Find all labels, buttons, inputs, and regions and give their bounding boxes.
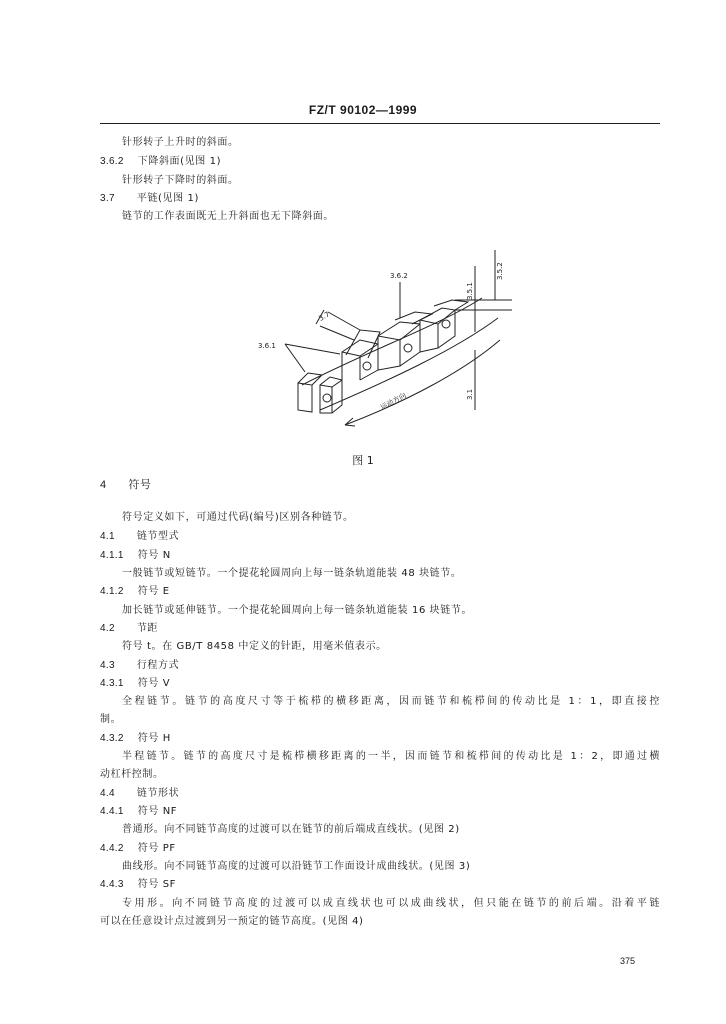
section-4-4-3: 4.4.3 符号 SF (100, 879, 177, 890)
running-header: FZ/T 90102—1999 (308, 103, 418, 117)
figure-1-chain-link-diagram (250, 240, 520, 440)
section-4-heading: 4 符号 (100, 478, 152, 491)
line-4-3-2-desc-cont: 动杠杆控制。 (100, 769, 164, 780)
label-3-6-1: 3.6.1 (258, 342, 276, 350)
line-4-4-3-desc-cont: 可以在任意设计点过渡到另一预定的链节高度。(见图 4) (100, 916, 364, 927)
line-4-desc: 符号定义如下，可通过代码(编号)区别各种链节。 (122, 512, 354, 523)
section-3-7: 3.7 平链(见图 1) (100, 193, 199, 204)
line-4-3-1-desc: 全程链节。链节的高度尺寸等于梳栉的横移距离，因而链节和梳栉间的传动比是 1：1，即直接控 (122, 696, 660, 707)
section-4-3-2: 4.3.2 符号 H (100, 733, 171, 744)
line-4-4-3-desc: 专用形。向不同链节高度的过渡可以成直线状也可以成曲线状，但只能在链节的前后端。沿着平链 (122, 898, 660, 909)
section-4-4: 4.4 链节形状 (100, 788, 180, 799)
label-3-7: 3.7 (317, 310, 332, 323)
label-3-5-1: 3.5.1 (466, 282, 474, 300)
line-4-2-desc: 符号 t。在 GB/T 8458 中定义的针距，用毫米值表示。 (122, 641, 387, 652)
line-4-1-1-desc: 一般链节或短链节。一个提花轮圆周向上每一链条轨道能装 48 块链节。 (122, 568, 462, 579)
section-4-2: 4.2 节距 (100, 623, 159, 634)
page-number: 375 (620, 956, 636, 966)
label-3-5-2: 3.5.2 (496, 262, 504, 280)
section-4-3-1: 4.3.1 符号 V (100, 678, 171, 689)
section-4-1-1: 4.1.1 符号 N (100, 550, 171, 561)
line-3-6-2-desc: 针形转子下降时的斜面。 (122, 175, 239, 186)
line-4-3-1-desc-cont: 制。 (100, 714, 122, 725)
section-4-1: 4.1 链节型式 (100, 531, 180, 542)
label-3-1: 3.1 (466, 388, 474, 400)
label-3-6-2: 3.6.2 (390, 272, 408, 280)
section-4-3: 4.3 行程方式 (100, 660, 180, 671)
line-4-3-2-desc: 半程链节。链节的高度尺寸是梳栉横移距离的一半，因而链节和梳栉间的传动比是 1：2，即通过横 (122, 751, 660, 762)
label-motion-direction: 运动方向 (379, 391, 408, 412)
line-4-4-2-desc: 曲线形。向不同链节高度的过渡可以沿链节工作面设计成曲线状。(见图 3) (122, 861, 471, 872)
line-4-4-1-desc: 普通形。向不同链节高度的过渡可以在链节的前后端成直线状。(见图 2) (122, 824, 460, 835)
section-4-1-2: 4.1.2 符号 E (100, 586, 170, 597)
section-4-4-1: 4.4.1 符号 NF (100, 806, 178, 817)
line-3-6-1-desc: 针形转子上升时的斜面。 (122, 137, 239, 148)
line-3-7-desc: 链节的工作表面既无上升斜面也无下降斜面。 (122, 211, 334, 222)
line-4-1-2-desc: 加长链节或延伸链节。一个提花轮圆周向上每一链条轨道能装 16 块链节。 (122, 605, 473, 616)
section-4-4-2: 4.4.2 符号 PF (100, 843, 176, 854)
figure-1-caption: 图 1 (352, 454, 374, 467)
header-rule (100, 123, 660, 124)
section-3-6-2: 3.6.2 下降斜面(见图 1) (100, 156, 222, 167)
